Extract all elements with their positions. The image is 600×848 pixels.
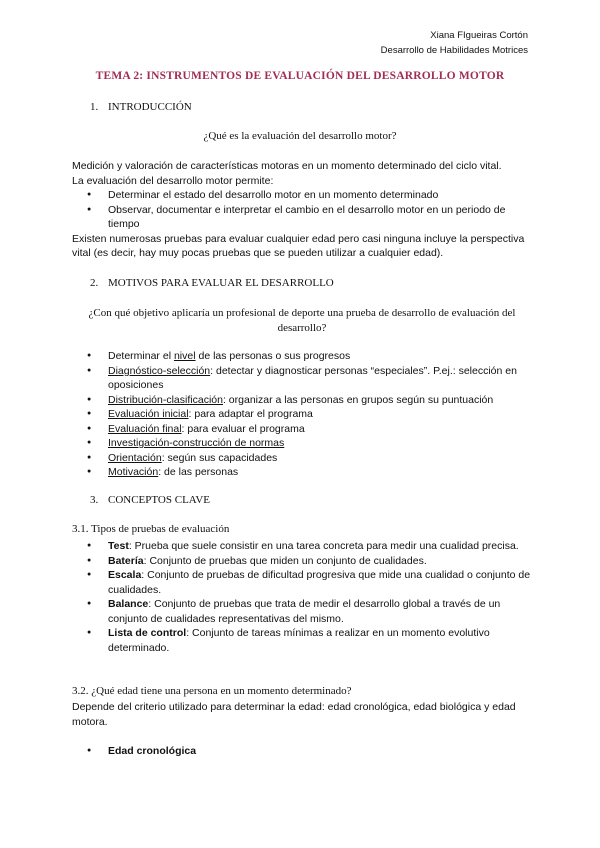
section-3-number: 3. [90, 494, 99, 506]
item-def: : Conjunto de tareas mínimas a realizar en un momento evolutivo determinado. [108, 627, 490, 654]
section-1-para-3: Existen numerosas pruebas para evaluar cualquier edad pero casi ninguna incluye la perspectiva vital (es decir, hay muy pocas pruebas que se pueden utilizar a cualquier edad). [72, 232, 525, 259]
section-1-para-1: Medición y valoración de características motoras en un momento determinado del ciclo vital. [72, 160, 502, 172]
item-term: Escala [108, 569, 142, 581]
item-def: : Conjunto de pruebas de dificultad progresiva que mide una cualidad o conjunto de cualidades. [108, 569, 531, 596]
section-3-2-list-wrap [72, 744, 532, 759]
section-1-number: 1. [90, 101, 99, 113]
list-item [72, 393, 532, 408]
section-2-number: 2. [90, 277, 99, 289]
section-2-list [72, 349, 532, 480]
item-key: Motivación [108, 466, 159, 478]
section-1-heading [90, 101, 192, 113]
section-1-question: ¿Qué es la evaluación del desarrollo motor? [203, 130, 397, 142]
section-3-list [72, 539, 532, 655]
item-term: Test [108, 540, 129, 552]
item-pre: Determinar el [108, 350, 174, 362]
item-key: Distribución-clasificación [108, 393, 223, 406]
item-post: de las personas o sus progresos [195, 350, 351, 362]
item-key: Orientación [108, 451, 162, 464]
item-post: : según sus capacidades [161, 451, 278, 464]
list-item [72, 744, 532, 759]
section-2-title: MOTIVOS PARA EVALUAR EL DESARROLLO [108, 277, 334, 289]
item-key: Diagnóstico-selección [108, 364, 211, 377]
list-item [72, 349, 532, 364]
item-post: : para adaptar el programa [188, 408, 313, 420]
list-item [72, 451, 532, 466]
item-term: Edad cronológica [108, 745, 197, 757]
section-3-title: CONCEPTOS CLAVE [108, 494, 210, 506]
header-course: Desarrollo de Habilidades Motrices [380, 45, 528, 56]
section-1-para-2: La evaluación del desarrollo motor permite: [72, 174, 274, 187]
header-author: Xiana FIgueiras Cortón [430, 30, 528, 41]
item-key: nivel [173, 350, 196, 362]
document-title: TEMA 2: INSTRUMENTOS DE EVALUACIÓN DEL DESARROLLO MOTOR [95, 70, 505, 82]
list-item [72, 568, 532, 597]
section-1-body [72, 159, 532, 261]
item-def: : Conjunto de pruebas que trata de medir el desarrollo global a través de un conjunto de cualidades representativas del mismo. [108, 598, 501, 625]
section-3-1-body [72, 539, 532, 655]
list-item [72, 597, 532, 626]
item-post: : para evaluar el programa [181, 422, 305, 435]
subsection-3-1-title: 3.1. Tipos de pruebas de evaluación [72, 523, 230, 535]
list-item [72, 436, 532, 451]
list-item [72, 364, 532, 393]
subsection-3-2-para: Depende del criterio utilizado para determinar la edad: edad cronológica, edad biológica y edad motora. [72, 701, 516, 728]
section-2-body [72, 349, 532, 480]
page-header [381, 28, 528, 58]
item-term: Batería [108, 554, 144, 567]
list-item [72, 626, 532, 655]
list-item [72, 465, 532, 480]
item-key: Investigación-construcción de normas [108, 437, 285, 449]
item-key: Evaluación final [108, 422, 182, 435]
item-post: : detectar y diagnosticar personas “especiales”. P.ej.: selección en oposiciones [108, 364, 517, 391]
item-term: Balance [108, 598, 149, 610]
section-1-list [72, 188, 532, 232]
item-def: : Conjunto de pruebas que miden un conjunto de cualidades. [143, 554, 427, 567]
item-key: Evaluación inicial [108, 408, 189, 420]
section-2-question: ¿Con qué objetivo aplicaría un profesional de deporte una prueba de desarrollo de evaluación del desarrollo? [88, 307, 516, 334]
list-item: ● Observar, documentar e interpretar el cambio en el desarrollo motor en un periodo de tiempo [72, 203, 532, 232]
section-1-title: INTRODUCCIÓN [108, 101, 192, 113]
item-post: : de las personas [158, 466, 239, 478]
item-def: : Prueba que suele consistir en una tarea concreta para medir una cualidad precisa. [128, 540, 519, 552]
list-item: ● Determinar el estado del desarrollo motor en un momento determinado [72, 188, 532, 203]
section-3-2-list [72, 744, 532, 759]
list-item [72, 422, 532, 437]
list-item [72, 407, 532, 422]
section-2-heading [90, 277, 334, 289]
section-3-heading [90, 494, 210, 506]
item-term: Lista de control [108, 627, 187, 639]
item-post: : organizar a las personas en grupos según su puntuación [222, 393, 494, 406]
list-item [72, 554, 532, 569]
subsection-3-2-title: 3.2. ¿Qué edad tiene una persona en un momento determinado? [72, 685, 352, 697]
list-item [72, 539, 532, 554]
